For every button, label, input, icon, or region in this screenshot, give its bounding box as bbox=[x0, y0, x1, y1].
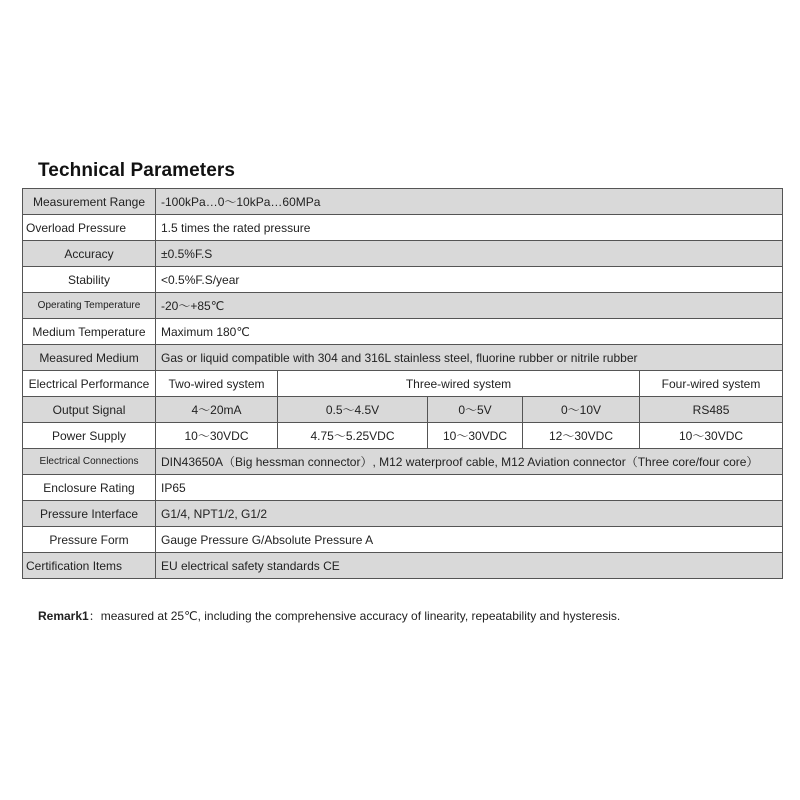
row-measurement-range bbox=[23, 189, 783, 215]
output-signal-value: 0～10V bbox=[523, 397, 640, 423]
operating-temperature-label: Operating Temperature bbox=[23, 293, 156, 319]
accuracy-label: Accuracy bbox=[23, 241, 156, 267]
row-electrical-connections bbox=[23, 449, 783, 475]
remark-separator: ： bbox=[88, 609, 101, 623]
row-power-supply bbox=[23, 423, 783, 449]
enclosure-rating-label: Enclosure Rating bbox=[23, 475, 156, 501]
overload-pressure-value: 1.5 times the rated pressure bbox=[156, 215, 783, 241]
row-electrical-performance bbox=[23, 371, 783, 397]
certification-items-value: EU electrical safety standards CE bbox=[156, 553, 783, 579]
technical-parameters-table bbox=[22, 188, 783, 579]
remark-text: measured at 25℃, including the comprehensive accuracy of linearity, repeatability and hysteresis. bbox=[100, 609, 621, 623]
two-wired-system-header: Two-wired system bbox=[156, 371, 278, 397]
page-title: Technical Parameters bbox=[38, 160, 236, 181]
measured-medium-label: Measured Medium bbox=[23, 345, 156, 371]
stability-label: Stability bbox=[23, 267, 156, 293]
power-supply-value: 10～30VDC bbox=[156, 423, 278, 449]
row-pressure-interface bbox=[23, 501, 783, 527]
three-wired-system-header: Three-wired system bbox=[278, 371, 640, 397]
accuracy-value: ±0.5%F.S bbox=[156, 241, 783, 267]
power-supply-value: 4.75～5.25VDC bbox=[278, 423, 428, 449]
measurement-range-label: Measurement Range bbox=[23, 189, 156, 215]
electrical-performance-label: Electrical Performance bbox=[23, 371, 156, 397]
four-wired-system-header: Four-wired system bbox=[640, 371, 783, 397]
measurement-range-value: -100kPa…0～10kPa…60MPa bbox=[156, 189, 783, 215]
output-signal-value: 4～20mA bbox=[156, 397, 278, 423]
row-enclosure-rating bbox=[23, 475, 783, 501]
electrical-connections-value: DIN43650A（Big hessman connector）, M12 waterproof cable, M12 Aviation connector（Three core/four core） bbox=[156, 449, 783, 475]
pressure-form-label: Pressure Form bbox=[23, 527, 156, 553]
row-overload-pressure bbox=[23, 215, 783, 241]
certification-items-label: Certification Items bbox=[23, 553, 156, 579]
power-supply-value: 12～30VDC bbox=[523, 423, 640, 449]
row-stability bbox=[23, 267, 783, 293]
operating-temperature-value: -20～+85℃ bbox=[156, 293, 783, 319]
output-signal-label: Output Signal bbox=[23, 397, 156, 423]
pressure-interface-label: Pressure Interface bbox=[23, 501, 156, 527]
row-operating-temperature bbox=[23, 293, 783, 319]
power-supply-value: 10～30VDC bbox=[428, 423, 523, 449]
row-medium-temperature bbox=[23, 319, 783, 345]
pressure-interface-value: G1/4, NPT1/2, G1/2 bbox=[156, 501, 783, 527]
remark-note bbox=[38, 607, 620, 624]
pressure-form-value: Gauge Pressure G/Absolute Pressure A bbox=[156, 527, 783, 553]
output-signal-value: 0～5V bbox=[428, 397, 523, 423]
row-pressure-form bbox=[23, 527, 783, 553]
output-signal-value: 0.5～4.5V bbox=[278, 397, 428, 423]
row-output-signal bbox=[23, 397, 783, 423]
medium-temperature-label: Medium Temperature bbox=[23, 319, 156, 345]
medium-temperature-value: Maximum 180℃ bbox=[156, 319, 783, 345]
power-supply-label: Power Supply bbox=[23, 423, 156, 449]
row-accuracy bbox=[23, 241, 783, 267]
overload-pressure-label: Overload Pressure bbox=[23, 215, 156, 241]
remark-label: Remark1 bbox=[38, 609, 89, 623]
electrical-connections-label: Electrical Connections bbox=[23, 449, 156, 475]
stability-value: <0.5%F.S/year bbox=[156, 267, 783, 293]
row-certification-items bbox=[23, 553, 783, 579]
enclosure-rating-value: IP65 bbox=[156, 475, 783, 501]
measured-medium-value: Gas or liquid compatible with 304 and 316L stainless steel, fluorine rubber or nitrile rubber bbox=[156, 345, 783, 371]
output-signal-value: RS485 bbox=[640, 397, 783, 423]
power-supply-value: 10～30VDC bbox=[640, 423, 783, 449]
row-measured-medium bbox=[23, 345, 783, 371]
